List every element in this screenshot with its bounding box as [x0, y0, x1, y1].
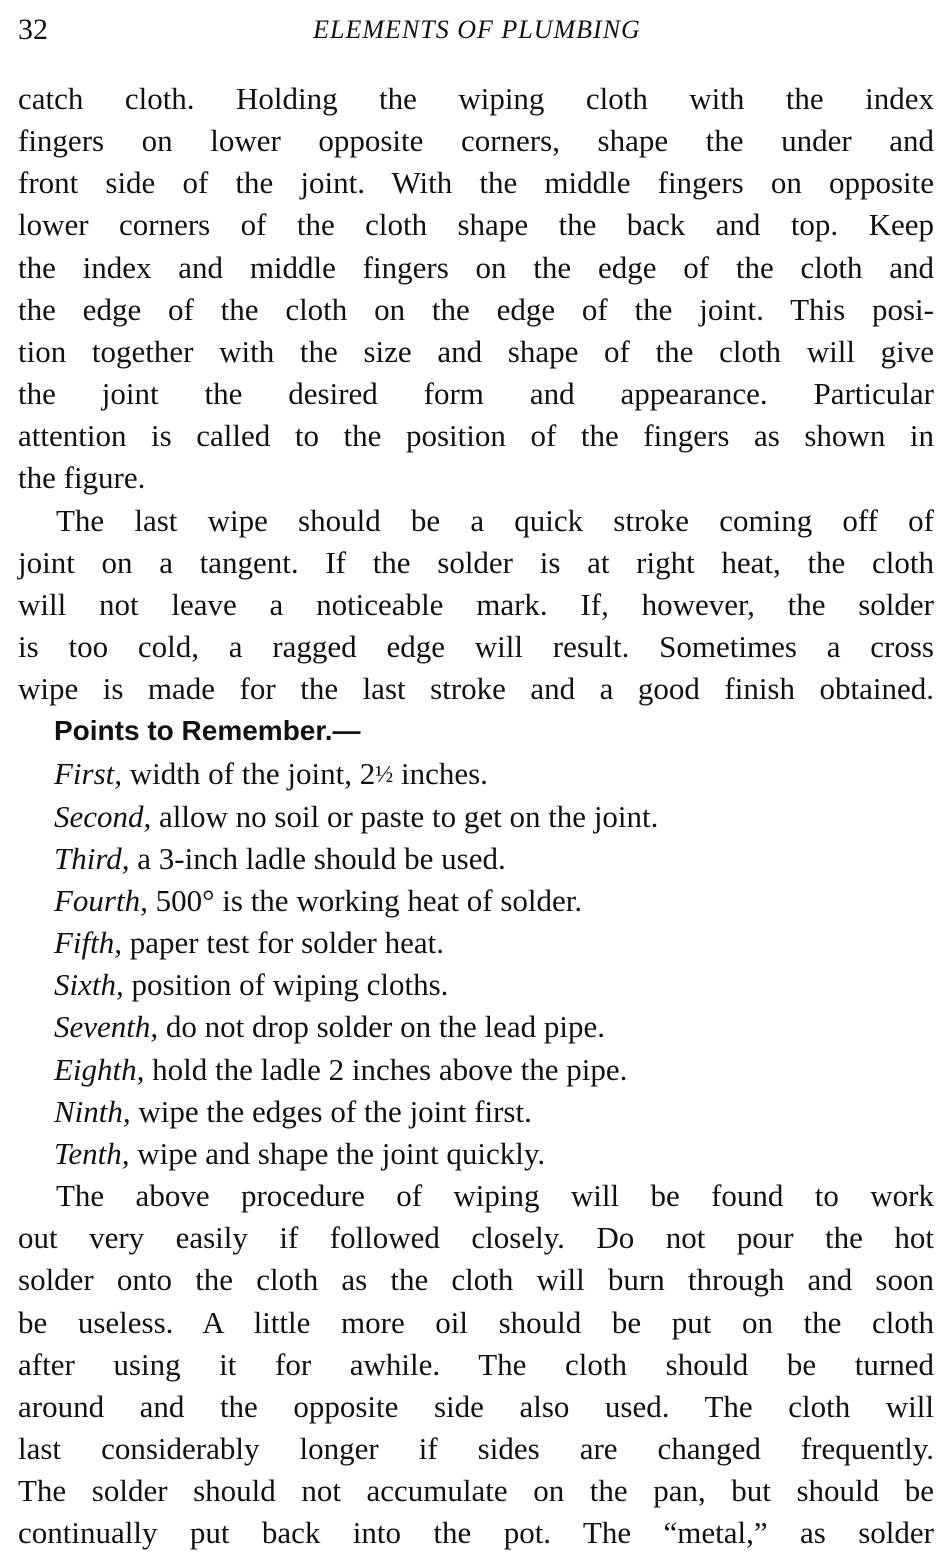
list-text: 500° is the working heat of solder. [147, 882, 583, 918]
page-header [18, 8, 936, 52]
list-ordinal: First, [54, 755, 123, 791]
text-line: The above procedure of wiping will be found to work [56, 1178, 934, 1214]
text-line: attention is called to the position of the fingers as shown in [18, 418, 934, 454]
list-ordinal: Ninth, [54, 1093, 131, 1129]
text-line: The solder should not accumulate on the pan, but should be [18, 1473, 934, 1509]
paragraph-wiping-technique [18, 78, 934, 500]
list-ordinal: Tenth, [54, 1135, 130, 1171]
text-line: the joint the desired form and appearance. Particular [18, 376, 934, 412]
list-item [18, 880, 934, 922]
list-text-end: inches. [393, 755, 488, 791]
points-list [18, 753, 934, 1176]
text-line: around and the opposite side also used. The cloth will [18, 1388, 934, 1424]
text-line: last considerably longer if sides are changed frequently. [18, 1431, 934, 1466]
fraction: ½ [375, 761, 394, 788]
list-text: position of wiping cloths. [123, 967, 449, 1003]
list-text: paper test for solder heat. [122, 925, 444, 961]
list-text: hold the ladle 2 inches above the pipe. [144, 1051, 628, 1087]
list-ordinal: Fifth, [54, 925, 123, 961]
body-text [18, 78, 934, 1554]
paragraph-last-wipe [18, 500, 934, 711]
list-ordinal: Fourth, [54, 882, 148, 918]
list-text: a 3-inch ladle should be used. [129, 840, 506, 876]
list-item [18, 922, 934, 964]
text-line: continually put back into the pot. The “metal,” as solder [18, 1515, 934, 1551]
list-ordinal: Sixth, [54, 967, 124, 1003]
list-item [18, 796, 934, 838]
text-line: solder onto the cloth as the cloth will burn through and soon [18, 1262, 934, 1298]
text-line: tion together with the size and shape of the cloth will give [18, 333, 934, 369]
list-ordinal: Second, [54, 798, 152, 834]
list-item [18, 964, 934, 1006]
list-item [18, 1133, 934, 1175]
text-line: be useless. A little more oil should be put on the cloth [18, 1304, 934, 1340]
list-text: width of the joint, 2 [122, 755, 376, 791]
text-line: The last wipe should be a quick stroke coming off of [56, 502, 934, 538]
text-line: joint on a tangent. If the solder is at right heat, the cloth [18, 544, 934, 580]
page-number: 32 [18, 13, 48, 46]
text-line: the figure. [18, 460, 146, 496]
list-item [18, 1006, 934, 1048]
running-title: ELEMENTS OF PLUMBING [313, 15, 641, 44]
text-line: after using it for awhile. The cloth should be turned [18, 1346, 934, 1382]
list-ordinal: Eighth, [54, 1051, 145, 1087]
text-line: catch cloth. Holding the wiping cloth with the index [18, 81, 934, 116]
text-line: front side of the joint. With the middle fingers on opposite [18, 165, 934, 201]
text-line: fingers on lower opposite corners, shape the under and [18, 123, 934, 159]
list-text: wipe and shape the joint quickly. [129, 1135, 546, 1171]
list-text: allow no soil or paste to get on the joint. [151, 798, 659, 834]
list-ordinal: Third, [54, 840, 130, 876]
list-item [18, 1049, 934, 1091]
text-line: the index and middle fingers on the edge of the cloth and [18, 249, 934, 285]
points-heading: Points to Remember.— [54, 715, 361, 747]
paragraph-procedure-notes [18, 1175, 934, 1554]
text-line: wipe is made for the last stroke and a good finish obtained. [18, 671, 934, 707]
list-text: wipe the edges of the joint first. [130, 1093, 532, 1129]
text-line: the edge of the cloth on the edge of the joint. This posi- [18, 291, 934, 327]
text-line: out very easily if followed closely. Do not pour the hot [18, 1220, 934, 1256]
text-line: will not leave a noticeable mark. If, however, the solder [18, 586, 934, 622]
text-line: lower corners of the cloth shape the back and top. Keep [18, 207, 934, 243]
list-item [18, 753, 934, 796]
list-item [18, 838, 934, 880]
list-item [18, 1091, 934, 1133]
list-ordinal: Seventh, [54, 1009, 159, 1045]
text-line: is too cold, a ragged edge will result. Sometimes a cross [18, 629, 934, 665]
list-text: do not drop solder on the lead pipe. [158, 1009, 605, 1045]
